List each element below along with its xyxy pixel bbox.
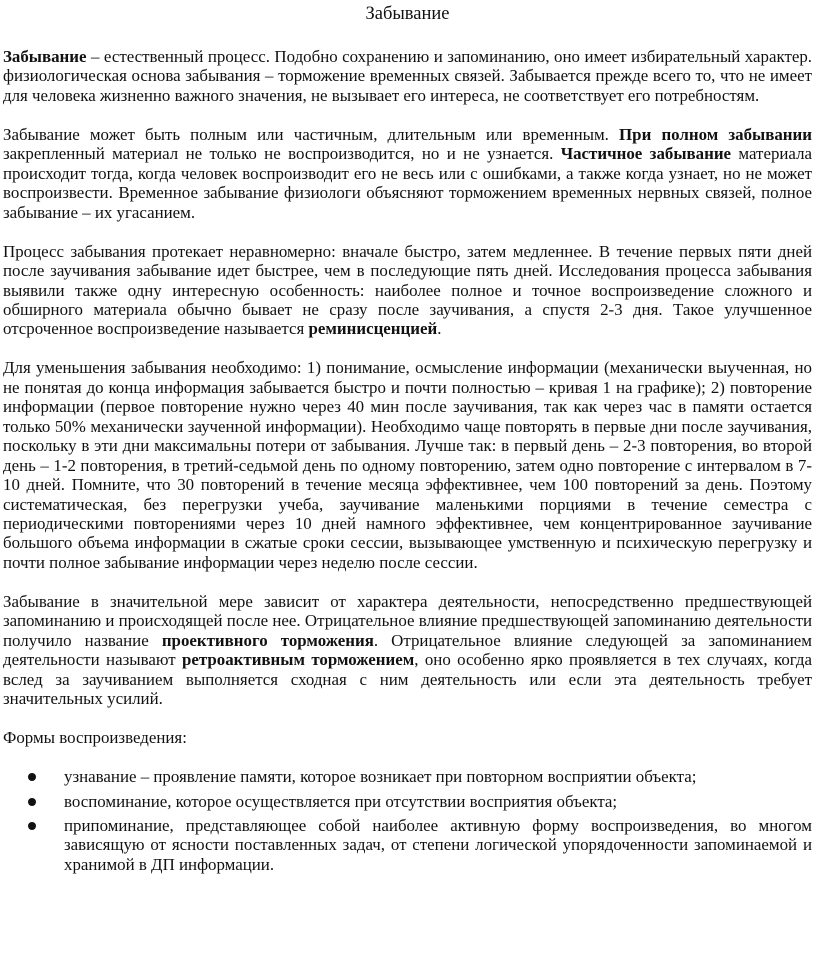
paragraph-text: . [437, 319, 442, 339]
term-partial-forgetting: Частичное забывание [560, 144, 732, 164]
list-item [3, 792, 812, 811]
document-title: Забывание [365, 4, 450, 24]
paragraph-text: – естественный процесс. Подобно сохранению и запоминанию, оно имеет избирательный характер. физиологическая основа забывания – торможение временных связей. Забывается прежде всего то, что не имеет для человека жизненно важного значения, не вызывает его интереса, не соответствует его потребностям. [3, 47, 812, 105]
term-retroactive-inhibition: ретроактивным торможением [181, 650, 415, 670]
paragraph-text: Процесс забывания протекает неравномерно: вначале быстро, затем медленнее. В течение первых пяти дней после заучивания забывание идет быстрее, чем в последующие пять дней. Исследования процесса забывания выявили также одну интересную особенность: наиболее полное и точное воспроизведение сложного и обширного материала обычно бывает не сразу после заучивания, а спустя 2-3 дня. Такое улучшенное отсроченное воспроизведение называется [3, 241, 812, 339]
paragraph-process [3, 242, 812, 339]
paragraph-text: , оно особенно ярко проявляется в тех случаях, когда вслед за заучиванием выполняется сходная с ним деятельность или если эта деятельность требует значительных усилий. [3, 650, 812, 709]
paragraph-text: Забывание может быть полным или частичным, длительным или временным. [3, 124, 620, 144]
paragraph-text: закрепленный материал не только не воспроизводится, но и не узнается. [3, 144, 561, 164]
bullet-icon [28, 798, 36, 806]
paragraph-text: Забывание в значительной мере зависит от характера деятельности, непосредственно предшествующей запоминанию и происходящей после нее. Отрицательное влияние предшествующей запоминанию деятельности получило название [3, 591, 812, 650]
paragraph-text: . Отрицательное влияние следующей за запоминанием деятельности называют [3, 630, 812, 670]
reproduction-forms-list [3, 767, 812, 874]
paragraph-text: материала происходит тогда, когда человек воспроизводит его не весь или с ошибками, а также когда узнает, но не может воспроизвести. Временное забывание физиологи объясняют торможением временных нервных связей, полное забывание – их угасанием. [3, 144, 812, 222]
paragraph-forms-heading [3, 728, 812, 747]
list-item-text: воспоминание, которое осуществляется при отсутствии восприятия объекта; [64, 791, 618, 811]
paragraph-text: Формы воспроизведения: [3, 728, 187, 748]
list-item-text: припоминание, представляющее собой наиболее активную форму воспроизведения, во многом зависящую от ясности поставленных задач, от степени логической упорядоченности запоминаемой и хранимой в ДП информации. [64, 815, 812, 874]
term-proactive-inhibition: проективного торможения [161, 630, 374, 650]
bullet-icon [28, 822, 36, 830]
paragraph-text: Для уменьшения забывания необходимо: 1) понимание, осмысление информации (механически выученная, но не понятая до конца информация забывается быстро и почти полностью – кривая 1 на графике); 2) повторение информации (первое повторение нужно через 40 мин после заучивания, так как через час в памяти остается только 50% механически заученной информации). Необходимо чаще повторять в первые дни после заучивания, поскольку в эти дни максимальны потери от забывания. Лучше так: в первый день – 2-3 повторения, во второй день – 1-2 повторения, в третий-седьмой день по одному повторению, затем одно повторение с интервалом в 7-10 дней. Помните, что 30 повторений в течение месяца эффективнее, чем 100 повторений за день. Поэтому систематическая, без перегрузки учеба, заучивание маленькими порциями в течение семестра с периодическими повторениями через 10 дней намного эффективнее, чем концентрированное заучивание большого объема информации в сжатые сроки сессии, вызывающее умственную и психическую перегрузку и почти полное забывание информации через неделю после сессии. [3, 358, 812, 572]
term-reminiscence: реминисценцией [308, 319, 438, 339]
term-full-forgetting: При полном забывании [619, 124, 812, 144]
list-item-text: узнавание – проявление памяти, которое возникает при повторном восприятии объекта; [64, 767, 697, 787]
paragraph-types [3, 125, 812, 222]
paragraph-definition [3, 47, 812, 105]
paragraph-reduction [3, 358, 812, 572]
term-forgetting: Забывание [3, 47, 87, 66]
paragraph-inhibition [3, 592, 812, 709]
bullet-icon [28, 773, 36, 781]
list-item [3, 767, 812, 786]
list-item [3, 816, 812, 874]
